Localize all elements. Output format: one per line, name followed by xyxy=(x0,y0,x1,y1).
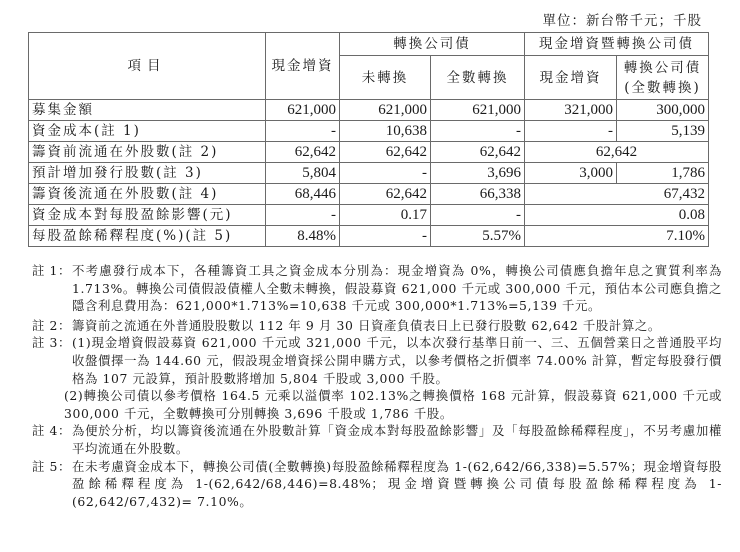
cell-conv-not: 621,000 xyxy=(340,100,431,121)
cell-cash: - xyxy=(266,205,340,226)
table-row xyxy=(29,184,709,205)
cell-conv-full: - xyxy=(431,121,525,142)
cell-conv-not: - xyxy=(340,163,431,184)
table-row xyxy=(29,163,709,184)
header-combo-conv-line2: (全數轉換) xyxy=(624,79,701,96)
cell-cash: 8.48% xyxy=(266,226,340,247)
cell-combo-conv: 1,786 xyxy=(617,163,709,184)
header-combo-cash: 現金增資 xyxy=(525,56,617,100)
note-1 xyxy=(32,262,722,315)
financing-comparison-table xyxy=(28,32,709,247)
cell-cash: 68,446 xyxy=(266,184,340,205)
note-body: 為便於分析，均以籌資後流通在外股數計算「資金成本對每股盈餘影響」及「每股盈餘稀釋程度」，不另考慮加權平均流通在外股數。 xyxy=(72,423,722,456)
cell-conv-full: 621,000 xyxy=(431,100,525,121)
header-item: 項目 xyxy=(29,33,266,100)
note-tag: 註 5： xyxy=(32,458,72,474)
cell-cash: 5,804 xyxy=(266,163,340,184)
note-body: 籌資前之流通在外普通股股數以 112 年 9 月 30 日資產負債表日上已發行股數 62,642 千股計算之。 xyxy=(72,317,661,333)
row-label: 募集金額 xyxy=(29,100,266,121)
header-combo-conv-line1: 轉換公司債 xyxy=(623,59,702,76)
note-4 xyxy=(32,422,722,457)
row-label: 籌資前流通在外股數(註 2) xyxy=(29,142,266,163)
header-convertible-group: 轉換公司債 xyxy=(340,33,525,56)
cell-combo-conv: 5,139 xyxy=(617,121,709,142)
note-2 xyxy=(32,317,722,335)
cell-conv-full: 66,338 xyxy=(431,184,525,205)
cell-combo-conv: 300,000 xyxy=(617,100,709,121)
cell-conv-full: 5.57% xyxy=(431,226,525,247)
header-conv-not-converted: 未轉換 xyxy=(340,56,431,100)
header-conv-fully-converted: 全數轉換 xyxy=(431,56,525,100)
cell-combo-cash: - xyxy=(525,121,617,142)
row-label: 資金成本(註 1) xyxy=(29,121,266,142)
note-3-item-2: (2)轉換公司債以參考價格 164.5 元乘以溢價率 102.13%之轉換價格 168 元計算，假設募資 621,000 千元或 300,000 千元，全數轉換可分別轉換 3,696 千股或 1,786 千股。 xyxy=(64,388,722,421)
cell-conv-full: 62,642 xyxy=(431,142,525,163)
cell-combo-merged: 62,642 xyxy=(525,142,709,163)
cell-conv-full: 3,696 xyxy=(431,163,525,184)
note-body: 在未考慮資金成本下，轉換公司債(全數轉換)每股盈餘稀釋程度為 1-(62,642/66,338)=5.57%；現金增資每股盈餘稀釋程度為 1-(62,642/68,446)=8.48%；現金增資暨轉換公司債每股盈餘稀釋程度為 1-(62,642/67,432)= 7.10%。 xyxy=(72,458,722,509)
header-combo-group: 現金增資暨轉換公司債 xyxy=(525,33,709,56)
unit-label: 單位：新台幣千元；千股 xyxy=(542,13,702,29)
note-3 xyxy=(32,334,722,387)
note-tag: 註 1： xyxy=(32,263,72,278)
header-cash-increase: 現金增資 xyxy=(266,33,340,100)
cell-combo-cash: 3,000 xyxy=(525,163,617,184)
cell-conv-not: 10,638 xyxy=(340,121,431,142)
row-label: 預計增加發行股數(註 3) xyxy=(29,163,266,184)
table-row xyxy=(29,226,709,247)
note-tag: 註 4： xyxy=(32,423,72,439)
footnotes xyxy=(32,262,722,510)
cell-combo-cash: 321,000 xyxy=(525,100,617,121)
note-body: 不考慮發行成本下，各種籌資工具之資金成本分別為：現金增資為 0%，轉換公司債應負擔年息之實質利率為 1.713%。轉換公司債假設債權人全數未轉換，假設募資 621,000 千元或 300,000 千元，預估本公司應負擔之隱含利息費用為：621,000*1.713%=10,638 千元或 300,000*1.713%=5,139 千元。 xyxy=(72,263,722,314)
table-row xyxy=(29,205,709,226)
cell-conv-not: 62,642 xyxy=(340,184,431,205)
cell-cash: 621,000 xyxy=(266,100,340,121)
row-label: 籌資後流通在外股數(註 4) xyxy=(29,184,266,205)
cell-combo-merged: 7.10% xyxy=(525,226,709,247)
cell-conv-not: - xyxy=(340,226,431,247)
note-3-item-1: (1)現金增資假設募資 621,000 千元或 321,000 千元，以本次發行基準日前一、三、五個營業日之普通股平均收盤價擇一為 144.60 元，假設現金增資採公開申購方式，以參考價格之折價率 74.00% 計算，暫定每股發行價格為 107 元設算，預計股數將增加 5,804 千股或 3,000 千股。 xyxy=(72,335,722,386)
cell-conv-not: 62,642 xyxy=(340,142,431,163)
table-row xyxy=(29,100,709,121)
cell-combo-merged: 67,432 xyxy=(525,184,709,205)
note-3-continued xyxy=(32,387,722,422)
note-tag: 註 3： xyxy=(32,335,72,351)
table-row xyxy=(29,121,709,142)
row-label: 資金成本對每股盈餘影響(元) xyxy=(29,205,266,226)
cell-cash: - xyxy=(266,121,340,142)
note-tag: 註 2： xyxy=(32,317,72,333)
cell-cash: 62,642 xyxy=(266,142,340,163)
row-label: 每股盈餘稀釋程度(%)(註 5) xyxy=(29,226,266,247)
cell-conv-full: - xyxy=(431,205,525,226)
header-combo-conv xyxy=(617,56,709,100)
note-5 xyxy=(32,458,722,511)
table-row xyxy=(29,142,709,163)
cell-combo-merged: 0.08 xyxy=(525,205,709,226)
cell-conv-not: 0.17 xyxy=(340,205,431,226)
